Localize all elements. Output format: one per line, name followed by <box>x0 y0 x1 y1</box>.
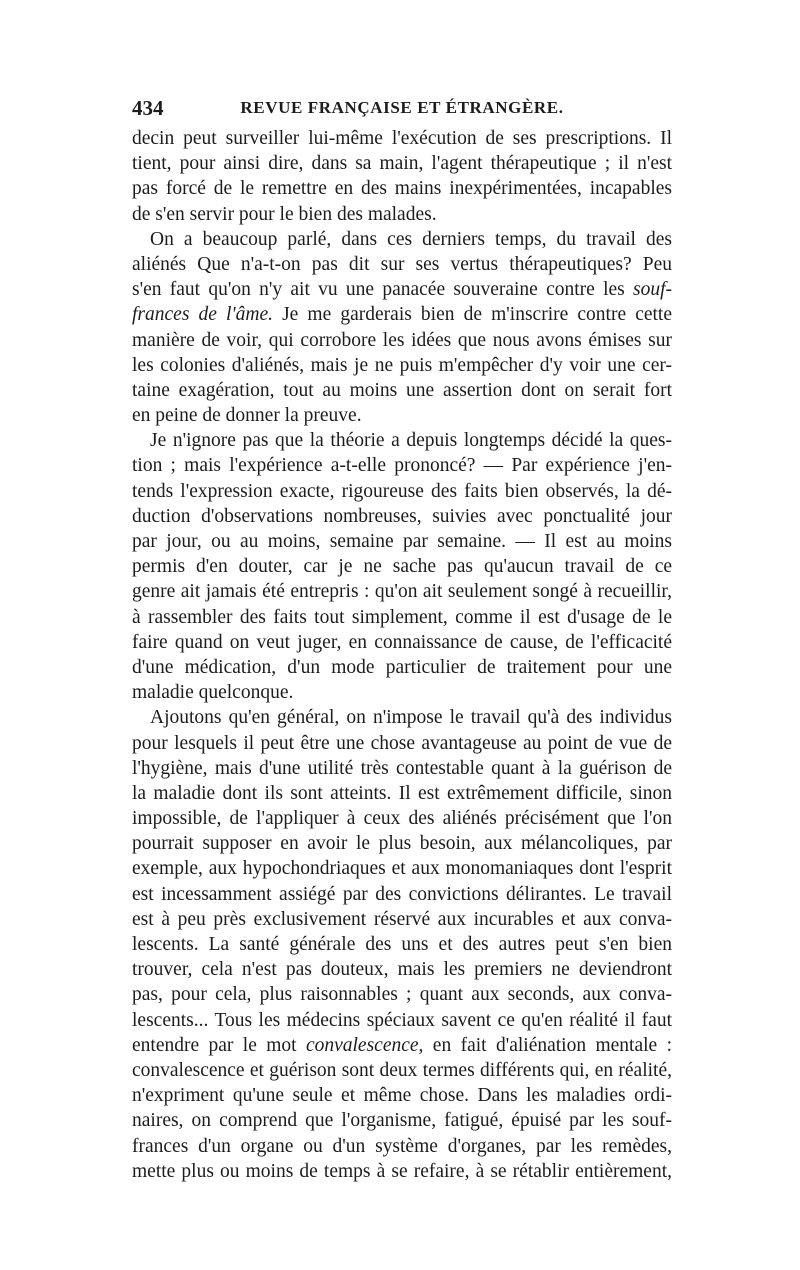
text-line: à rassembler des faits tout simplement, comme il est d'usage de le <box>132 606 672 628</box>
text-line: de s'en servir pour le bien des malades. <box>132 203 437 225</box>
text-line: faire quand on veut juger, en connaissance de cause, de l'efficacité <box>132 631 672 653</box>
text-line: duction d'observations nombreuses, suivies avec ponctualité jour <box>132 505 672 527</box>
text-line <box>132 277 672 302</box>
text-line: en peine de donner la preuve. <box>132 405 362 427</box>
text-line: permis d'en douter, car je ne sache pas qu'aucun travail de ce <box>132 556 672 578</box>
text-line: tends l'expression exacte, rigoureuse des faits bien observés, la dé- <box>132 480 672 502</box>
text-line: On a beaucoup parlé, dans ces derniers temps, du travail des <box>150 228 672 250</box>
text-line: pourrait supposer en avoir le plus besoin, aux mélancoliques, par <box>132 833 672 855</box>
text-line: frances d'un organe ou d'un système d'organes, par les remèdes, <box>132 1135 672 1157</box>
text-line <box>132 302 672 327</box>
text-line: pour lesquels il peut être une chose avantageuse au point de vue de <box>132 732 672 754</box>
text-line: decin peut surveiller lui-même l'exécution de ses prescriptions. Il <box>132 128 672 149</box>
italic-text: souf- <box>633 279 672 301</box>
text-line <box>132 1033 672 1058</box>
text-line: lescents. La santé générale des uns et des autres peut s'en bien <box>132 934 672 955</box>
text-line: lescents... Tous les médecins spéciaux savent ce qu'en réalité il faut <box>132 1009 672 1031</box>
text-line: convalescence et guérison sont deux termes différents qui, en réalité, <box>132 1059 672 1081</box>
text-line: Je n'ignore pas que la théorie a depuis longtemps décidé la ques- <box>150 430 672 452</box>
running-header <box>132 96 672 122</box>
text-line: trouver, cela n'est pas douteux, mais les premiers ne deviendront <box>132 959 672 981</box>
text-line: pas, pour cela, plus raisonnables ; quant aux seconds, aux conva- <box>132 984 672 1006</box>
text-line: la maladie dont ils sont atteints. Il est extrêmement difficile, sinon <box>132 782 672 804</box>
text-line: d'une médication, d'un mode particulier de traitement pour une <box>132 656 672 678</box>
text-line: par jour, ou au moins, semaine par semaine. — Il est au moins <box>132 531 672 552</box>
text-line: tion ; mais l'expérience a-t-elle prononcé? — Par expérience j'en- <box>132 455 672 477</box>
text-line: est à peu près exclusivement réservé aux incurables et aux conva- <box>132 908 672 930</box>
text-line: manière de voir, qui corrobore les idées que nous avons émises sur <box>132 329 672 351</box>
text-line: exemple, aux hypochondriaques et aux monomaniaques dont l'esprit <box>132 858 672 880</box>
text-line: maladie quelconque. <box>132 682 294 704</box>
text-segment: Je me garderais bien de m'inscrire contre cette <box>272 304 672 326</box>
text-segment: s'en faut qu'on n'y ait vu une panacée souveraine contre les <box>132 279 633 301</box>
text-segment: entendre par le mot <box>132 1034 306 1056</box>
italic-text: frances de l'âme. <box>132 304 273 326</box>
text-line: tient, pour ainsi dire, dans sa main, l'agent thérapeutique ; il n'est <box>132 153 672 175</box>
text-line: naires, on comprend que l'organisme, fatigué, épuisé par les souf- <box>132 1110 672 1132</box>
running-title: REVUE FRANÇAISE ET ÉTRANGÈRE. <box>240 98 564 117</box>
text-line: Ajoutons qu'en général, on n'impose le travail qu'à des individus <box>150 707 672 729</box>
text-line: est incessamment assiégé par des convictions délirantes. Le travail <box>132 883 672 905</box>
italic-text: convalescence, <box>305 1034 424 1056</box>
body-text <box>132 126 672 1184</box>
text-line: genre ait jamais été entrepris : qu'on ait seulement songé à recueillir, <box>132 581 672 603</box>
text-line: taine exagération, tout au moins une assertion dont on serait fort <box>132 379 672 401</box>
text-line: pas forcé de le remettre en des mains inexpérimentées, incapables <box>132 178 672 200</box>
text-line: les colonies d'aliénés, mais je ne puis m'empêcher d'y voir une cer- <box>132 354 672 376</box>
text-line: l'hygiène, mais d'une utilité très contestable quant à la guérison de <box>132 757 672 779</box>
text-line: aliénés Que n'a-t-on pas dit sur ses vertus thérapeutiques? Peu <box>132 253 672 275</box>
text-line: n'expriment qu'une seule et même chose. Dans les maladies ordi- <box>132 1085 672 1107</box>
text-line: impossible, de l'appliquer à ceux des aliénés précisément que l'on <box>132 808 672 830</box>
text-line: mette plus ou moins de temps à se refaire, à se rétablir entièrement, <box>132 1160 672 1182</box>
page-number: 434 <box>132 96 164 120</box>
text-segment: en fait d'aliénation mentale : <box>423 1034 672 1056</box>
